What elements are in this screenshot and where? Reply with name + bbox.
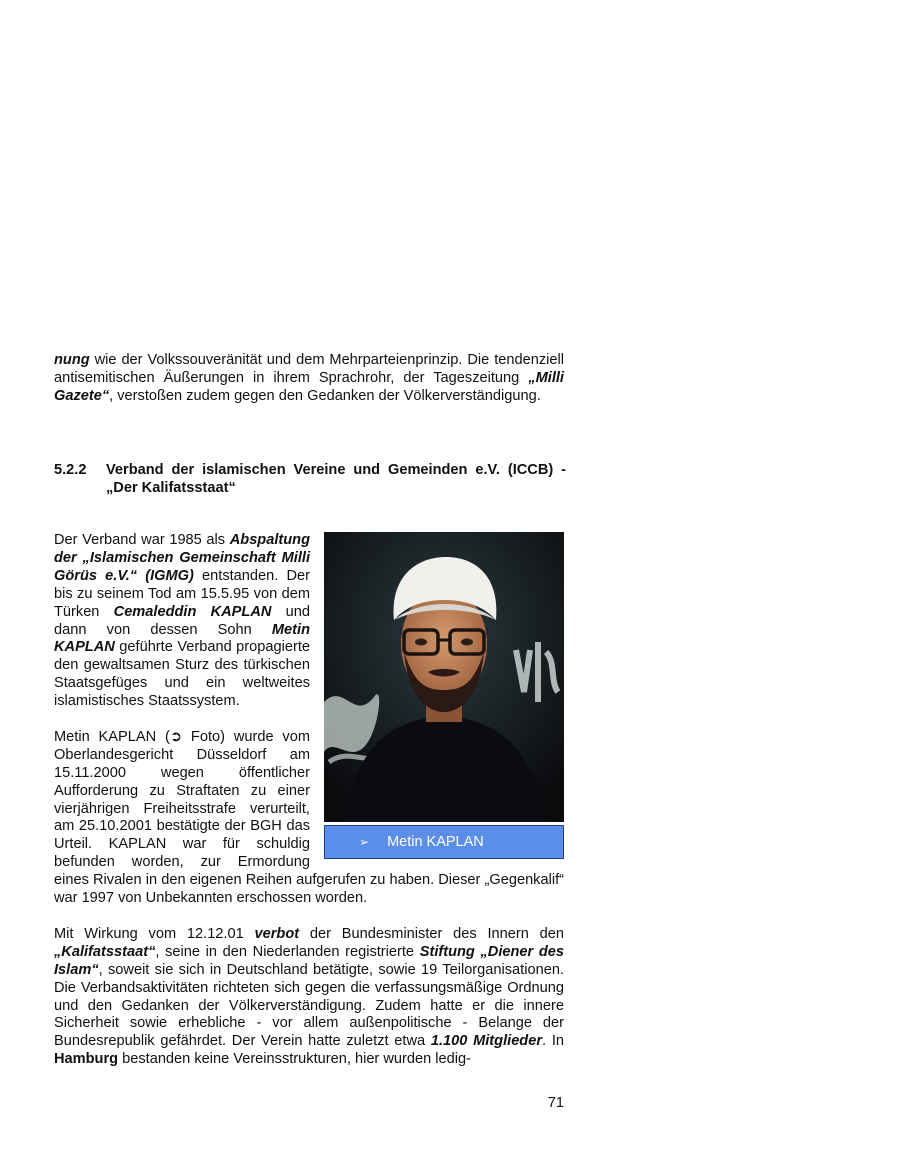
metin-kaplan-name: Metin KAPLAN: [54, 621, 310, 656]
kalifatsstaat-term: „Kalifatsstaat“: [54, 943, 156, 960]
arrow-bullet-icon: ➢: [359, 835, 370, 849]
page-number: 71: [547, 1095, 564, 1111]
cemaleddin-kaplan-name: Cemaleddin KAPLAN: [113, 603, 272, 620]
intro-emphasis: nung: [54, 352, 90, 368]
photo-caption: [324, 825, 564, 859]
intro-text-1: wie der Volkssouveränität und dem Mehrparteienprinzip. Die tendenziell antisemitischen Äußerungen in ihrem Sprachrohr, der Tageszeitung: [54, 352, 564, 386]
section-title-line2: „Der Kalifatsstaat“: [106, 480, 236, 496]
member-count: 1.100 Mitglieder: [430, 1033, 543, 1050]
portrait-photo: [324, 532, 564, 822]
intro-text-2: , verstoßen zudem gegen den Gedanken der Völkerverständigung.: [109, 387, 541, 404]
hamburg-term: Hamburg: [54, 1051, 119, 1068]
section-heading: [54, 461, 566, 497]
arrow-reference-icon: ➲: [169, 728, 183, 745]
section-title-line1: Verband der islamischen Vereine und Gemeinden e.V. (ICCB) -: [106, 462, 566, 478]
paragraph-2: Metin KAPLAN (➲ Foto) wurde vom Oberlandesgericht Düsseldorf am 15.11.2000 wegen öffentlicher Aufforderung zu Straftaten zu einer vierjährigen Freiheitsstrafe verurteilt, am 25.10.2001 bestätigte der BGH das Urteil. KAPLAN war für schuldig befunden worden, zur Ermordung eines Rivalen in den eigenen Reihen aufgerufen zu haben. Dieser „Gegenkalif“ war 1997 von Unbekannten erschossen worden.: [54, 728, 564, 907]
stiftung-term: Stiftung „Diener des Islam“: [54, 943, 564, 978]
paragraph-3: Mit Wirkung vom 12.12.01 verbot der Bundesminister des Innern den „Kalifatsstaat“, seine in den Niederlanden registrierte Stiftung „Diener des Islam“, soweit sie sich in Deutschland betätigte, sowie 19 Teilorganisationen. Die Verbandsaktivitäten richteten sich gegen die verfassungsmäßige Ordnung und den Gedanken der Völkerverständigung. Zudem hatte er die innere Sicherheit sowie erhebliche - vor allem außenpolitische - Belange der Bundesrepublik gefährdet. Der Verein hatte zuletzt etwa 1.100 Mitglieder. In Hamburg bestanden keine Vereinsstrukturen, hier wurden ledig-: [54, 925, 564, 1068]
portrait-figure: [324, 532, 564, 859]
paragraph-1: Der Verband war 1985 als Abspaltung der „Islamischen Gemeinschaft Milli Görüs e.V.“ (IGMG) entstanden. Der bis zu seinem Tod am 15.5.95 von dem Türken Cemaleddin KAPLAN und dann von dessen Sohn Metin KAPLAN geführte Verband propagierte den gewaltsamen Sturz des türkischen Staatsgefüges und ein weltweites islamistisches Staatssystem.: [54, 532, 311, 710]
verbot-term: verbot: [254, 925, 300, 942]
caption-text: Metin KAPLAN: [387, 834, 484, 850]
section-number: 5.2.2: [54, 462, 87, 478]
body-text: [54, 532, 564, 1069]
milli-gazete-term: „Milli Gazete“: [54, 369, 564, 404]
intro-paragraph: [54, 352, 564, 406]
abspaltung-term: Abspaltung der „Islamischen Gemeinschaft Milli Görüs e.V.“ (IGMG): [54, 532, 310, 584]
